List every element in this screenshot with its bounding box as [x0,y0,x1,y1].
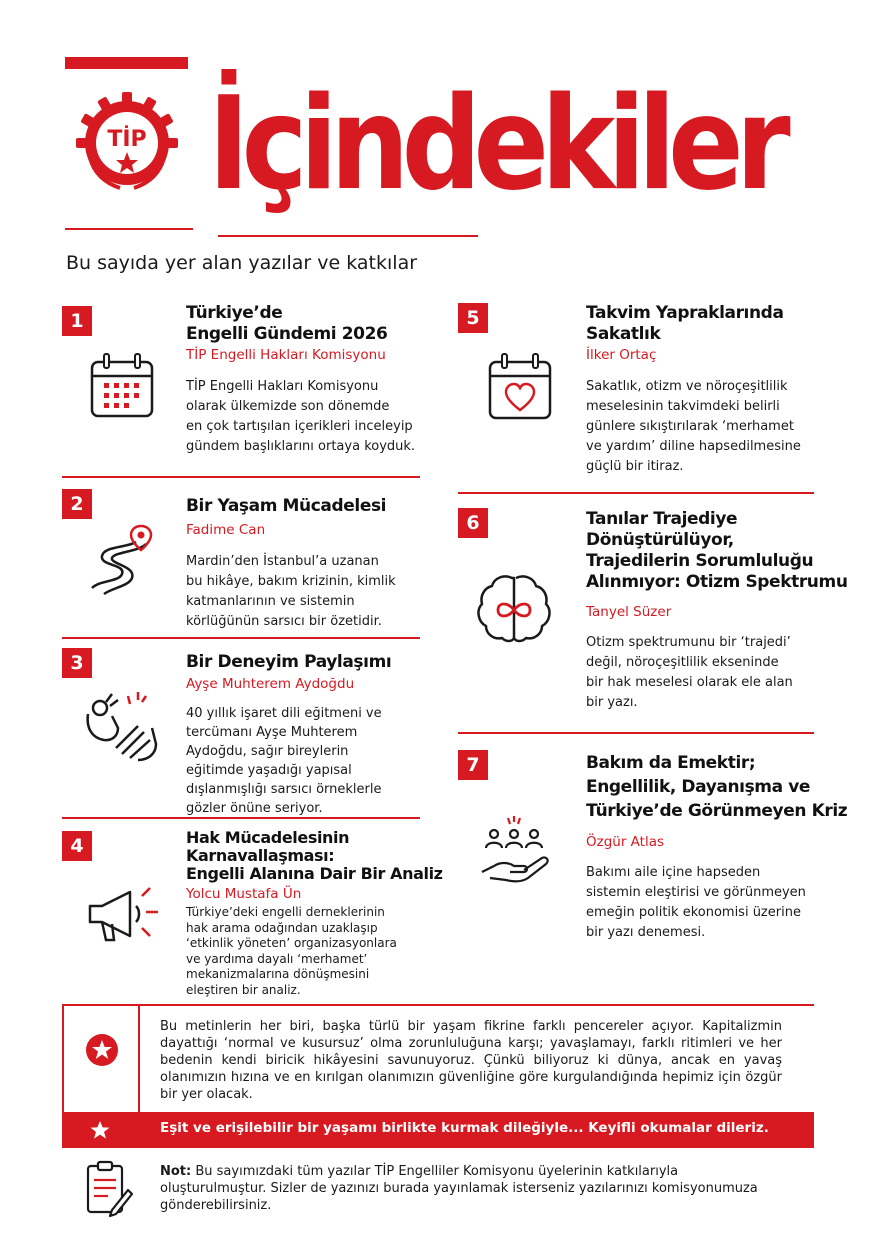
article-number-1: 1 [62,306,92,336]
article-body-4: Türkiye’deki engelli derneklerinin hak arama odağından uzaklaşıp ‘etkinlik yöneten’ organizasyonlara ve yardıma dayalı ‘merhamet’ mekanizmalarına dönüşmesini eleştiren bir analiz. [186,905,397,997]
article-title-2: Bir Yaşam Mücadelesi [186,496,387,516]
page-title: İçindekiler [208,70,783,219]
star-badge-icon [85,1033,119,1067]
statement-text: Bu metinlerin her biri, başka türlü bir yaşam fikrine farklı pencereler açıyor. Kapitalizmin dayattığı ‘normal ve kusursuz’ olma zorunluluğuna karşı; yavaşlamayı, farklı ritimleri ve her bedenin kendi biricik hikâyesini savunuyoruz. Çünkü biliyoruz ki dünya, ancak en yavaş olanımızın hızına ve en kırılgan olanımızın güvenliğine göre kurgulandığında hepimiz için özgür bir yer olacak. [160,1019,782,1102]
logo-text: TİP [107,127,147,152]
footnote-label: Not: [160,1164,192,1179]
article-body-7: Bakımı aile içine hapseden sistemin eleştirisi ve görünmeyen emeğin politik ekonomisi üzerine bir yazı denemesi. [586,865,806,940]
article-number-6: 6 [458,508,488,538]
article-number-2: 2 [62,489,92,519]
road-pin-icon [86,522,162,598]
article-title-4: Hak Mücadelesinin Karnavallaşması: Engelli Alanına Dair Bir Analiz [186,828,443,883]
brain-infinity-icon [474,568,554,648]
separator [458,492,814,494]
document-pen-icon [82,1160,138,1220]
separator [62,817,420,819]
article-title-1: Türkiye’de Engelli Gündemi 2026 [186,303,388,344]
article-author-6: Tanyel Süzer [586,604,672,620]
article-number-7: 7 [458,750,488,780]
separator [62,637,420,639]
calendar-heart-icon [482,350,558,426]
article-author-2: Fadime Can [186,522,266,538]
sign-language-icon [82,688,158,764]
article-title-6: Tanılar Trajediye Dönüştürülüyor, Trajedilerin Sorumluluğu Alınmıyor: Otizm Spektrumu [586,509,848,592]
article-number-5: 5 [458,303,488,333]
statement-divider [138,1005,140,1117]
megaphone-icon [84,878,160,954]
article-body-5: Sakatlık, otizm ve nöroçeşitlilik meselesinin takvimdeki belirli günlere sıkıştırılarak ‘merhamet ve yardım’ diline hapsedilmesine güçlü bir itiraz. [586,379,801,474]
tip-logo [72,88,182,198]
article-number-3: 3 [62,648,92,678]
page-subtitle: Bu sayıda yer alan yazılar ve katkılar [66,252,418,274]
article-author-4: Yolcu Mustafa Ün [186,886,302,902]
article-body-6: Otizm spektrumunu bir ‘trajedi’ değil, nöroçeşitlilik ekseninde bir hak meselesi olarak ele alan bir yazı. [586,635,793,710]
star-icon [90,1120,110,1140]
title-rule-right [218,235,478,237]
banner-text: Eşit ve erişilebilir bir yaşamı birlikte kurmak dileğiyle... Keyifli okumalar dileriz. [160,1120,769,1136]
footnote [160,1163,770,1214]
article-body-1: TİP Engelli Hakları Komisyonu olarak ülkemizde son dönemde en çok tartışılan içerikleri inceleyip gündem başlıklarını ortaya koyduk. [186,379,416,454]
footnote-text: Bu sayımızdaki tüm yazılar TİP Engelliler Komisyonu üyelerinin katkılarıyla oluşturulmuştur. Sizler de yazınızı burada yayınlamak isterseniz yazılarınızı komisyonumuza gönderebilirsiniz. [160,1164,758,1213]
article-number-4: 4 [62,831,92,861]
title-rule-left [65,228,193,230]
article-body-3: 40 yıllık işaret dili eğitmeni ve tercümanı Ayşe Muhterem Aydoğdu, sağır bireylerin eğitimde yaşadığı yapısal dışlanmışlığı sarsıcı örneklerle gözler önüne seriyor. [186,706,382,816]
article-title-7: Bakım da Emektir; Engellilik, Dayanışma ve Türkiye’de Görünmeyen Kriz [586,753,848,821]
article-author-1: TİP Engelli Hakları Komisyonu [186,347,386,363]
article-body-2: Mardin’den İstanbul’a uzanan bu hikâye, bakım krizinin, kimlik katmanlarının ve sistemin körlüğünün sarsıcı bir özetidir. [186,554,396,629]
header-accent-bar [65,57,188,69]
article-author-7: Özgür Atlas [586,834,665,850]
article-title-3: Bir Deneyim Paylaşımı [186,652,392,672]
article-author-3: Ayşe Muhterem Aydoğdu [186,676,355,692]
article-author-5: İlker Ortaç [586,347,657,363]
hand-people-icon [476,812,556,892]
separator [458,732,814,734]
separator [62,476,420,478]
article-title-5: Takvim Yapraklarında Sakatlık [586,303,784,344]
calendar-icon [84,350,160,426]
